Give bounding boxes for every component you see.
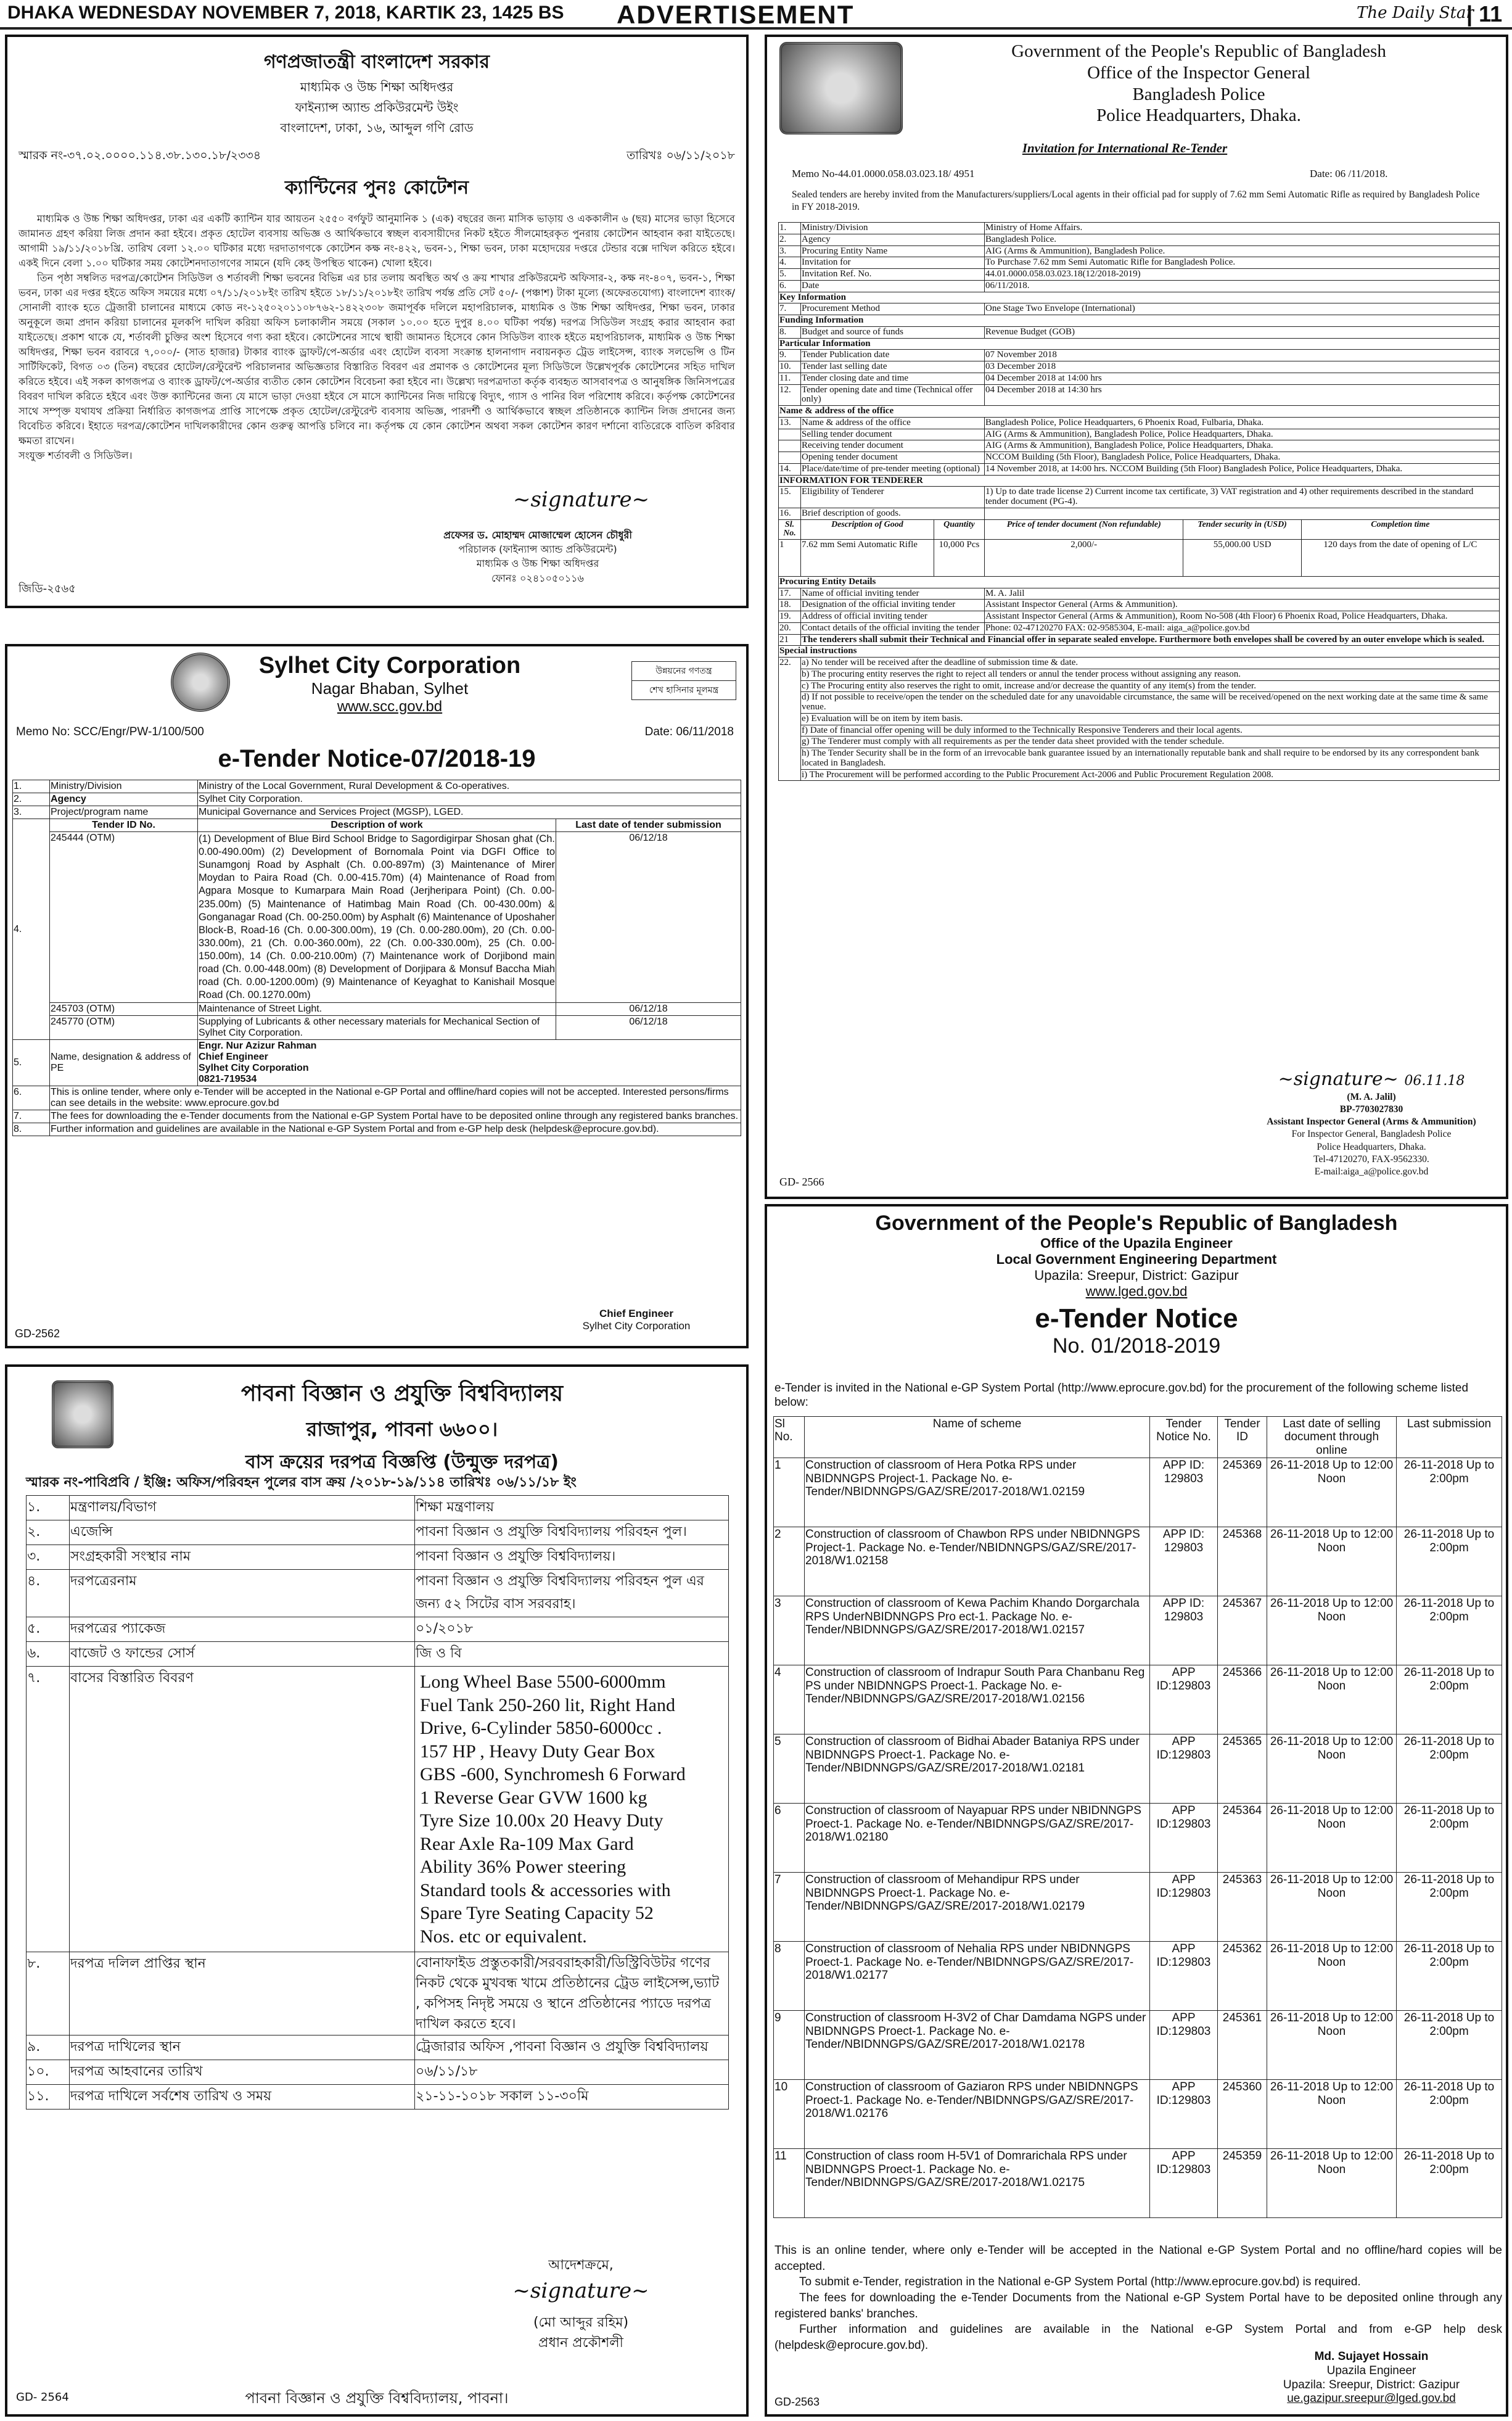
table-header: Sl No. Name of scheme Tender Notice No. Tender ID Last date of selling document through online Last submission (774, 1417, 1502, 1458)
table-row: 245770 (OTM) Supplying of Lubricants & other necessary materials for Mechanical Section of Sylhet City Corporation. 06/12/18 (13, 1016, 741, 1040)
table-row: Funding Information (779, 315, 1500, 327)
ad3-sig-title: প্রধান প্রকৌশলী (538, 2335, 623, 2351)
ad4-invitation: Invitation for International Re-Tender (1022, 141, 1228, 155)
ad1-wing: ফাইন্যান্স অ্যান্ড প্রকিউরমেন্ট উইং (295, 100, 459, 115)
ad1-dept: মাধ্যমিক ও উচ্চ শিক্ষা অধিদপ্তর (300, 80, 454, 94)
ad5-footnote-2: To submit e-Tender, registration in the National e-GP System Portal (http://www.eprocure.gov.bd) is required. (799, 2275, 1361, 2289)
table-row: 14. Place/date/time of pre-tender meeting (optional) 14 November 2018, at 14:00 hrs. NCCOM Building (5th Floor) Bangladesh Police, Police Headquarters, Dhaka. (779, 463, 1500, 475)
ad2-sig-org: Sylhet City Corporation (582, 1320, 691, 1332)
ad5-dept: Local Government Engineering Department (996, 1252, 1277, 1267)
ad-lged-etender (765, 1204, 1508, 2417)
table-header: 4. Tender ID No. Description of work Last date of tender submission (13, 819, 741, 832)
ad-pabna-bus (5, 1364, 749, 2417)
table-row: Key Information (779, 292, 1500, 303)
table-row: 2. Agency Bangladesh Police. (779, 234, 1500, 245)
ad2-sig-title: Chief Engineer (599, 1308, 673, 1319)
ad5-sig-email: ue.gazipur.sreepur@lged.gov.bd (1287, 2392, 1456, 2406)
ad4-hq: Police Headquarters, Dhaka. (1096, 105, 1301, 126)
table-row: 1 7.62 mm Semi Automatic Rifle 10,000 Pcs 2,000/- 55,000.00 USD 120 days from the date of opening of L/C (779, 539, 1500, 576)
instruction-row: e) Evaluation will be on item by item basis. (779, 713, 1500, 725)
ad5-location: Upazila: Sreepur, District: Gazipur (1034, 1268, 1239, 1283)
ad2-slogan-1: উন্নয়নের গণতন্ত্র (632, 662, 736, 681)
ad1-para1: মাধ্যমিক ও উচ্চ শিক্ষা অধিদপ্তর, ঢাকা এর একটি ক্যান্টিন যার আয়তন ২৫৫০ বর্গফুট আনুমানিক ১ (এক) বছরের জন্য মাসিক ভাড়ায় ও এককালীন ৬ (ছয়) মাসের ভাড়া হিসেবে জামানত গ্রহণ করিয়া লিজ প্রদান করা হইবে। প্রকৃত হোটেল ব্যবসায় অভিজ্ঞ ও আর্থিকভাবে স্বচ্ছল ব্যবসায়ীদের নিকট হইতে সীলমোহরকৃত পুনরায় কোটেশন আহবান করা যাইতেছে। আগামী ১৯/১১/২০১৮খ্রি. তারিখ বেলা ১২.০০ ঘটিকার মধ্যে দরদাতাগণকে কোটেশন কক্ষ নং-৪২২, ভবন-১, শিক্ষা ভবন, ঢাকা মহোদয়ের দপ্তরে টেন্ডার বক্সে দাখিল করিতে হইবে। একই দিনে বেলা ১.০০ ঘটিকার সময় কোটেশনদাতাগণের সামনে (যদি কেহ উপস্থিত থাকেন) খোলা হইবে। (18, 213, 735, 269)
ad2-title: Sylhet City Corporation (258, 653, 521, 678)
ad4-sig-name: (M. A. Jalil) (1347, 1092, 1396, 1102)
ad3-title: পাবনা বিজ্ঞান ও প্রযুক্তি বিশ্ববিদ্যালয় (240, 1381, 564, 1406)
table-row: 9. Tender Publication date 07 November 2018 (779, 350, 1500, 361)
ad2-memo: Memo No: SCC/Engr/PW-1/100/500 (16, 725, 204, 738)
ad1-title: ক্যান্টিনের পুনঃ কোটেশন (284, 177, 469, 199)
table-row: ১০. দরপত্র আহবানের তারিখ ০৬/১১/১৮ (27, 2060, 729, 2085)
ad3-gd: GD- 2564 (16, 2391, 69, 2404)
ad1-sig-name: প্রফেসর ড. মোহাম্মদ মোজাম্মেল হোসেন চৌধুরী (443, 529, 632, 541)
table-row: 8. Further information and guidelines are available in the National e-GP System Portal and from e-GP help desk (helpdesk@eprocure.gov.bd). (13, 1123, 741, 1136)
table-row: ৯. দরপত্র দাখিলের স্থান ট্রেজারার অফিস ,পাবনা বিজ্ঞান ও প্রযুক্তি বিশ্ববিদ্যালয় (27, 2035, 729, 2060)
ad4-sig-title: Assistant Inspector General (Arms & Ammunition) (1267, 1116, 1476, 1128)
table-row: Procuring Entity Details (779, 576, 1500, 588)
table-row: 6 Construction of classroom of Nayapuar RPS under NBIDNNGPS Proect-1. Package No. e-Tender/NBIDNNGPS/GAZ/SRE/2017-2018/W1.02180 APP ID:129803 245364 26-11-2018 Up to 12:00 Noon 26-11-2018 Up to 2:00pm (774, 1804, 1502, 1873)
table-row: ৫. দরপত্রের প্যাকেজ ০১/২০১৮ (27, 1617, 729, 1642)
instruction-row: b) The procuring entity reserves the right to reject all tenders or annul the tender process without assigning any reason. (779, 669, 1500, 680)
ad1-date: তারিখঃ ০৬/১১/২০১৮ (627, 149, 735, 162)
ad3-footer: পাবনা বিজ্ঞান ও প্রযুক্তি বিশ্ববিদ্যালয়, পাবনা। (245, 2390, 509, 2407)
ad2-sub: Nagar Bhaban, Sylhet (311, 679, 469, 698)
table-row: 10 Construction of classroom of Gaziaron RPS under NBIDNNGPS Proect-1. Package No. e-Tender/NBIDNNGPS/GAZ/SRE/2017-2018/W1.02176 APP ID:129803 245360 26-11-2018 Up to 12:00 Noon 26-11-2018 Up to 2:00pm (774, 2080, 1502, 2149)
table-row: 12. Tender opening date and time (Technical offer only) 04 December 2018 at 14:30 hrs (779, 384, 1500, 406)
ad2-heading: e-Tender Notice-07/2018-19 (218, 745, 536, 772)
table-row: 15. Eligibility of Tenderer 1) Up to date trade license 2) Current income tax certificate, 3) VAT registration and 4) other requirements described in the standard tender document (PG-4). (779, 487, 1500, 508)
ad2-date: Date: 06/11/2018 (644, 725, 734, 738)
table-row: 11 Construction of class room H-5V1 of Domrarichala RPS under NBIDNNGPS Proect-1. Package No. e-Tender/NBIDNNGPS/GAZ/SRE/2017-2018/W1.02175 APP ID:129803 245359 26-11-2018 Up to 12:00 Noon 26-11-2018 Up to 2:00pm (774, 2149, 1502, 2218)
instruction-row: g) The Tenderer must comply with all requirements as per the tender data sheet provided with the tender schedule. (779, 736, 1500, 748)
ad-sylhet-tender (5, 644, 749, 1348)
ad3-sig-name: (মো আব্দুর রহিম) (533, 2315, 629, 2330)
table-row: 5. Name, designation & address of PE Engr. Nur Azizur Rahman Chief Engineer Sylhet City Corporation 0821-719534 (13, 1040, 741, 1086)
ad1-para2: তিন পৃষ্ঠা সম্বলিত দরপত্র/কোটেশন সিডিউল ও শর্তাবলী শিক্ষা ভবনের বিভিন্ন এর চার তলায় অবস্থিত অর্থ ও ক্রয় শাখার প্রকিউরমেন্ট অফিসার-২, কক্ষ নং-৪০৭, ভবন-১, শিক্ষা ভবন, ঢাকা এর দপ্তর হইতে অফিস সময়ের মধ্যে ০৭/১১/২০১৮ইং তারিখ হইতে ১৮/১১/২০১৮ইং তারিখ পর্যন্ত প্রতি সেট ৫০/- (পঞ্চাশ) টাকা মূল্যে (অফেরতযোগ্য) বাংলাদেশ ব্যাংক/সোনালী ব্যাংক হতে ট্রেজারী চালানের মাধ্যমে কোড নং-১২৫০২০১১০৮৭৬২-১৪২২৩০৮ জমাপূর্বক দলিলে মহাপরিচালক, মাধ্যমিক ও উচ্চ শিক্ষা অধিদপ্তর, শিক্ষা ভবন, ঢাকার অনুকূলে জমা প্রদান করিয়া চালানের মূলকপি দাখিল করিয়া অফিস চলাকালীন সময়ে (সকাল ১০.০০ হতে দুপুর ৪.০০ ঘটিকা পর্যন্ত) দরপত্র সিডিউল সংগ্রহ করার আহবান করা যাইতেছে। প্রকাশ থাকে যে, শর্তাবলী চুক্তির অংশ হিসেবে গণ্য করা হইবে। কোটেশনের সাথে স্থায়ী জামানত হিসেবে কোন সিডিউল ব্যাংক হইতে মহাপরিচালক, মাধ্যমিক ও উচ্চ শিক্ষা অধিদপ্তর, শিক্ষা ভবন বরাবরে ৭,০০০/- (সাত হাজার) টাকার ব্যাংক ড্রাফট/পে-অর্ডার এবং হোটেল ব্যবসা সংক্রান্ত হালনাগাদ নবায়নকৃত ট্রেড লাইসেন্স, ব্যাংক সলভেন্সি ও টিন সার্টিফিকেট, বিগত ০৩ (তিন) বছরের হোটেল/রেস্টুরেন্ট পরিচালনার অভিজ্ঞতার বিস্তারিত বিবরণ এর প্রমাণক ও কোটেশনের মূল্য সিডিউলে উল্লেখপূর্বক কোটেশনের সহিত দাখিল করিতে হইবে। এই সকল কাগজপত্র ও ব্যাংক ড্রাফট/পে-অর্ডার ব্যতীত কোন কোটেশন বিবেচনা করা হইবে না। উল্লেখ্য দরপত্রদাতা কর্তৃক ব্যবহৃত আসবাবপত্র ও আনুষঙ্গিক জিনিসপত্রের বিবরণ দাখিল করিতে হইবে এবং উক্ত ক্যান্টিনের জন্য যে মাসে ভাড়া দেওয়া হইবে সে মাসে ক্যান্টিনের নিজ দায়িত্বে বিদ্যুৎ, গ্যাস ও পানির বিল পরিশোধ করিবে। কর্তৃপক্ষ কোটেশনের সাথে সম্পৃক্ত যথাযথ প্রক্রিয়া নির্ধারিত কাগজপত্র প্রাপ্তি সাপেক্ষে প্রকৃত হোটেল/রেস্টুরেন্ট ব্যবসায় অভিজ্ঞ, পারদর্শী ও আর্থিকভাবে স্বচ্ছল প্রতিষ্ঠানকে ক্যান্টিন লিজ প্রদানের জন্য বিবেচিত করিবে। ইহাতে দরপত্র/কোটেশন দাখিলকারীদের কোন গুরুত্ব আপত্তি চলিবে না। কর্তৃপক্ষ যে কোন কোটেশন অথবা সকল কোটেশন কারণ দর্শানো ব্যতিরেকে বাতিল করিবার ক্ষমতা রাখেন। (18, 271, 735, 447)
ad4-office: Office of the Inspector General (1087, 62, 1310, 83)
instruction-row: f) Date of financial offer opening will be duly informed to the Technically Responsive Tenderers and their local agents. (779, 725, 1500, 736)
table-row: 10. Tender last selling date 03 December 2018 (779, 361, 1500, 373)
table-row: Receiving tender document AIG (Arms & Ammunition), Bangladesh Police, Police Headquarters, Dhaka. (779, 440, 1500, 452)
table-row: 3. Procuring Entity Name AIG (Arms & Ammunition), Bangladesh Police. (779, 245, 1500, 257)
ad5-govt: Government of the People's Republic of Bangladesh (875, 1211, 1398, 1235)
ad3-signature: ~signature~ (512, 2279, 649, 2303)
table-row: 20. Contact details of the official inviting the tender Phone: 02-47120270 FAX: 02-9585304, E-mail: aiga_a@police.gov.bd (779, 622, 1500, 634)
table-row: 11. Tender closing date and time 04 December 2018 at 14:00 hrs (779, 373, 1500, 384)
ad4-memo: Memo No-44.01.0000.058.03.023.18/ 4951 (792, 168, 975, 179)
table-row: 5 Construction of classroom of Bidhai Abader Bataniya RPS under NBIDNNGPS Proect-1. Package No. e-Tender/NBIDNNGPS/GAZ/SRE/2017-2018/W1.02181 APP ID:129803 245365 26-11-2018 Up to 12:00 Noon 26-11-2018 Up to 2:00pm (774, 1734, 1502, 1804)
ad1-govt: গণপ্রজাতন্ত্রী বাংলাদেশ সরকার (264, 51, 490, 73)
table-row: 3 Construction of classroom of Kewa Pachim Khando Dorgarchala RPS UnderNBIDNNGPS Pro ect-1. Package No. e-Tender/NBIDNNGPS/GAZ/SRE/2017-2018/W1.02157 APP ID: 129803 245367 26-11-2018 Up to 12:00 Noon 26-11-2018 Up to 2:00pm (774, 1596, 1502, 1665)
table-row: 1. Ministry/Division Ministry of the Local Government, Rural Development & Co-operatives. (13, 780, 741, 793)
page-number: | 11 (1466, 1, 1503, 27)
ad2-table (12, 780, 741, 1136)
ad2-web: www.scc.gov.bd (337, 698, 443, 715)
ad1-sig-phone: ফোনঃ ০২৪১০৫০১১৬ (491, 572, 584, 584)
table-row: 21 The tenderers shall submit their Technical and Financial offer in separate sealed envelope. Furthermore both envelopes shall be covered by an outer envelope which is sealed. (779, 634, 1500, 646)
table-row: 6. Date 06/11/2018. (779, 280, 1500, 292)
instruction-row: 22. a) No tender will be received after the deadline of submission time & date. (779, 658, 1500, 669)
ad4-date: Date: 06 /11/2018. (1310, 168, 1388, 179)
table-row: INFORMATION FOR TENDERER (779, 475, 1500, 487)
scc-seal-icon (171, 653, 230, 712)
ad5-footnote-3: The fees for downloading the e-Tender Documents from the National e-GP System Portal have to be deposited online through any registered banks' branches. (774, 2291, 1502, 2320)
ad5-gd: GD-2563 (774, 2396, 820, 2408)
table-row: Particular Information (779, 338, 1500, 350)
table-row: 18. Designation of the official inviting tender Assistant Inspector General (Arms & Ammunition). (779, 600, 1500, 611)
ad3-order: আদেশক্রমে, (548, 2258, 614, 2273)
ad5-sig-location: Upazila: Sreepur, District: Gazipur (1283, 2378, 1460, 2391)
ad3-address: রাজাপুর, পাবনা ৬৬০০। (306, 1417, 498, 1441)
ad4-sig-bp: BP-7703027830 (1339, 1104, 1403, 1115)
table-row: 17. Name of official inviting tender M. A. Jalil (779, 588, 1500, 600)
instruction-row: h) The Tender Security shall be in the form of an irrevocable bank guarantee issued by an internationally reputable bank and shall require to be endorsed by its any correspondent bank located in Bangladesh. (779, 748, 1500, 770)
pust-logo-icon (52, 1380, 113, 1448)
ad5-footnote-1: This is an online tender, where only e-Tender will be accepted in the National e-GP System Portal and no offline/hard copies will be accepted. (774, 2244, 1502, 2273)
table-row: 9 Construction of classroom H-3V2 of Char Damdama NGPS under NBIDNNGPS Proect-1. Package No. e-Tender/NBIDNNGPS/GAZ/SRE/2017-2018/W1.02178 APP ID:129803 245361 26-11-2018 Up to 12:00 Noon 26-11-2018 Up to 2:00pm (774, 2011, 1502, 2080)
ad5-table (773, 1416, 1502, 2218)
table-row: 8 Construction of classroom of Nehalia RPS under NBIDNNGPS Proect-1. Package No. e-Tender/NBIDNNGPS/GAZ/SRE/2017-2018/W1.02177 APP ID:129803 245362 26-11-2018 Up to 12:00 Noon 26-11-2018 Up to 2:00pm (774, 1942, 1502, 2011)
bus-spec: Long Wheel Base 5500-6000mm Fuel Tank 250-260 lit, Right Hand Drive, 6-Cylinder 5850-6000cc . 157 HP , Heavy Duty Gear Box GBS -600, Synchromesh 6 Forward 1 Reverse Gear GVW 1600 kg Tyre Size 10.00x 20 Heavy Duty Rear Axle Ra-109 Max Gard Ability 36% Power steering Standard tools & accessories with Spare Tyre Seating Capacity 52 Nos. etc or equivalent. (415, 1667, 729, 1952)
ad5-footnote-4: Further information and guidelines are available in the National e-GP System Portal and from e-GP help desk (helpdesk@eprocure.gov.bd). (774, 2323, 1502, 2352)
table-row: ৩. সংগ্রহকারী সংস্থার নাম পাবনা বিজ্ঞান ও প্রযুক্তি বিশ্ববিদ্যালয়। (27, 1545, 729, 1570)
ad4-sig-for: For Inspector General, Bangladesh Police (1291, 1129, 1452, 1140)
table-row: ৮. দরপত্র দলিল প্রাপ্তির স্থান বোনাফাইড প্রস্তুতকারী/সরবরাহকারী/ডিস্ট্রিবিউটর গণের নিকট থেকে মুখবন্ধ খামে প্রতিষ্ঠানের ট্রেড লাইসেন্স,ভ্যাট , কপিসহ নিদৃষ্ট সময়ে ও স্থানে প্রতিষ্ঠানের প্যাডে দরপত্র দাখিল করতে হবে। (27, 1952, 729, 2035)
table-row: 6. This is online tender, where only e-Tender will be accepted in the National e-GP Portal and offline/hard copies will not be accepted. Interested persons/firms can see details in the website: www.eprocure.gov.bd (13, 1086, 741, 1110)
instruction-row: d) If not possible to receive/open the tender on the scheduled date for any unavoidable circumstance, the same will be received/opened on the next working date at the same time & same venue. (779, 692, 1500, 714)
ad5-intro: e-Tender is invited in the National e-GP System Portal (http://www.eprocure.gov.bd) for the procurement of the following scheme listed below: (774, 1382, 1469, 1409)
table-row: 7. The fees for downloading the e-Tender documents from the National e-GP System Portal have to be deposited online through any registered banks branches. (13, 1110, 741, 1123)
table-row: 2. Agency Sylhet City Corporation. (13, 793, 741, 806)
table-row: 5. Invitation Ref. No. 44.01.0000.058.03.023.18(12/2018-2019) (779, 269, 1500, 281)
table-row: 19. Address of official inviting tender Assistant Inspector General (Arms & Ammunition), Room No-508 (4th Floor) 6 Phoenix Road, Police Headquarters, Dhaka. (779, 611, 1500, 623)
ad5-web: www.lged.gov.bd (1085, 1284, 1188, 1299)
newspaper-logo: The Daily Star (1357, 4, 1474, 22)
table-row: 3. Project/program name Municipal Governance and Services Project (MGSP), LGED. (13, 806, 741, 819)
ad-police-retender (765, 35, 1508, 1199)
ad4-sig-tel: Tel-47120270, FAX-9562330. (1313, 1153, 1429, 1165)
ad5-sig-title: Upazila Engineer (1326, 2364, 1416, 2377)
ad1-memo: স্মারক নং-৩৭.০২.০০০০.১১৪.৩৮.১৩০.১৮/২৩৩৪ (18, 149, 261, 162)
table-row: 245703 (OTM) Maintenance of Street Light. 06/12/18 (13, 1003, 741, 1016)
table-row: Special instructions (779, 646, 1500, 658)
table-row: 4. Invitation for To Purchase 7.62 mm Semi Automatic Rifle for Bangladesh Police. (779, 257, 1500, 269)
ad1-sig-dept: মাধ্যমিক ও উচ্চ শিক্ষা অধিদপ্তর (476, 558, 599, 570)
table-row: 13. Name & address of the office Bangladesh Police, Police Headquarters, 6 Phoenix Road, Fulbaria, Dhaka. (779, 417, 1500, 429)
table-row: ১১. দরপত্র দাখিলে সর্বশেষ তারিখ ও সময় ২১-১১-১০১৮ সকাল ১১-৩০মি (27, 2085, 729, 2110)
table-row: 4 Construction of classroom of Indrapur South Para Chanbanu Reg PS under NBIDNNGPS Proect-1. Package No. e-Tender/NBIDNNGPS/GAZ/SRE/2017-2018/W1.02156 APP ID:129803 245366 26-11-2018 Up to 12:00 Noon 26-11-2018 Up to 2:00pm (774, 1665, 1502, 1734)
ad1-sig-title: পরিচালক (ফাইন্যান্স অ্যান্ড প্রকিউরমেন্ট) (458, 543, 617, 556)
table-row: ৭. বাসের বিস্তারিত বিবরণ Long Wheel Base 5500-6000mm Fuel Tank 250-260 lit, Right Hand Drive, 6-Cylinder 5850-6000cc . 157 HP , Heavy Duty Gear Box GBS -600, Synchromesh 6 Forward 1 Reverse Gear GVW 1600 kg Tyre Size 10.00x 20 Heavy Duty Rear Axle Ra-109 Max Gard Ability 36% Power steering Standard tools & accessories with Spare Tyre Seating Capacity 52 Nos. etc or equivalent. (27, 1667, 729, 1952)
ad4-sig-email: E-mail:aiga_a@police.gov.bd (1314, 1166, 1429, 1177)
table-row: Selling tender document AIG (Arms & Ammunition), Bangladesh Police, Police Headquarters, Dhaka. (779, 429, 1500, 440)
table-row: 7. Procurement Method One Stage Two Envelope (International) (779, 303, 1500, 315)
ad3-memo: স্মারক নং-পাবিপ্রবি / ইঞ্জি: অফিস/পরিবহন পুলের বাস ক্রয় /২০১৮-১৯/১১৪ তারিখঃ ০৬/১১/১৮ ইং (26, 1475, 577, 1490)
page-header (0, 0, 1512, 30)
table-row: 2 Construction of classroom of Chawbon RPS under NBIDNNGPS Project-1. Package No. e-Tender/NBIDNNGPS/GAZ/SRE/2017-2018/W1.02158 APP ID: 129803 245368 26-11-2018 Up to 12:00 Noon 26-11-2018 Up to 2:00pm (774, 1527, 1502, 1596)
table-row: ২. এজেন্সি পাবনা বিজ্ঞান ও প্রযুক্তি বিশ্ববিদ্যালয় পরিবহন পুল। (27, 1520, 729, 1545)
ad4-police: Bangladesh Police (1132, 84, 1265, 104)
ad1-gd: জিডি-২৫৬৫ (18, 582, 76, 595)
table-header: Sl. No. Description of Good Quantity Price of tender document (Non refundable) Tender security in (USD) Completion time (779, 519, 1500, 539)
ad5-office: Office of the Upazila Engineer (1040, 1235, 1233, 1251)
table-row: 1. Ministry/Division Ministry of Home Affairs. (779, 223, 1500, 234)
ad1-signature: ~signature~ (513, 487, 650, 512)
police-emblem-icon (779, 42, 903, 134)
table-row: ১. মন্ত্রণালয়/বিভাগ শিক্ষা মন্ত্রণালয় (27, 1496, 729, 1520)
ad5-sig-name: Md. Sujayet Hossain (1314, 2350, 1429, 2363)
dateline: DHAKA WEDNESDAY NOVEMBER 7, 2018, KARTIK 23, 1425 BS (7, 2, 564, 23)
section-title: ADVERTISEMENT (617, 0, 855, 29)
ad3-notice: বাস ক্রয়ের দরপত্র বিজ্ঞপ্তি (উন্মুক্ত দরপত্র) (245, 1451, 559, 1473)
table-row: 7 Construction of classroom of Mehandipur RPS under NBIDNNGPS Proect-1. Package No. e-Tender/NBIDNNGPS/GAZ/SRE/2017-2018/W1.02179 APP ID:129803 245363 26-11-2018 Up to 12:00 Noon 26-11-2018 Up to 2:00pm (774, 1873, 1502, 1942)
table-row: 8. Budget and source of funds Revenue Budget (GOB) (779, 326, 1500, 338)
ad5-title: e-Tender Notice (1035, 1303, 1238, 1334)
ad4-intro: Sealed tenders are hereby invited from the Manufacturers/suppliers/Local agents in their official pad for supply of 7.62 mm Semi Automatic Rifle as required by Bangladesh Police in FY 2018-2019. (792, 189, 1480, 213)
ad5-no: No. 01/2018-2019 (1052, 1334, 1221, 1358)
table-row: 245444 (OTM) (1) Development of Blue Bird School Bridge to Sagordigirpar Shosan ghat (Ch. 0.00-490.00m) (2) Development of Bornomala Point via DGFI Office to Sunamgonj Road by Asphalt (Ch. 0.00-897m) (3) Maintenance of Mirer Moydan to Paira Road (Ch. 0.00-415.70m) (4) Maintenance of Road from Agpara Mosque to Kumarpara Main Road (Jerjheripara Point) (Ch. 0.00-235.00m) (5) Maintenance of Hatimbag Main Road (Ch. 00-430.00m) & Gonganagar Road (Ch. 00-250.00m) by Asphalt (6) Maintenance of Uposhaher Block-B, Road-16 (Ch. 0.00-300.00m), 19 (Ch. 0.00-280.00m), 20 (Ch. 0.00-330.00m), 21 (Ch. 0.00-360.00m), 22 (Ch. 0.00-330.00m), 25 (Ch. 0.00-150.00m), 14 (Ch. 0.00-210.00m) (7) Maintenance work of Dorjibond main road (Ch. 0.00-448.00m) (8) Development of Dorjipara & Monsuf Baccha Miah road (Ch. 0.00-1200.00m) (9) Maintenance of Keyaghat to Kanishail Mosque Road (Ch. 00.1270.00m) 06/12/18 (13, 832, 741, 1003)
table-row: 16. Brief description of goods. (779, 508, 1500, 519)
ad1-para3: সংযুক্ত শর্তাবলী ও সিডিউল। (18, 449, 133, 461)
ad4-signature: ~signature~ 06.11.18 (1278, 1068, 1465, 1090)
ad4-govt: Government of the People's Republic of Bangladesh (1011, 41, 1386, 61)
table-row: ৬. বাজেট ও ফান্ডের সোর্স জি ও বি (27, 1642, 729, 1667)
ad1-address: বাংলাদেশ, ঢাকা, ১৬, আব্দুল গণি রোড (280, 120, 474, 135)
ad4-sig-hq: Police Headquarters, Dhaka. (1317, 1141, 1426, 1152)
ad4-gd: GD- 2566 (779, 1176, 824, 1188)
ad2-gd: GD-2562 (15, 1327, 60, 1340)
instruction-row: i) The Procurement will be performed according to the Public Procurement Act-2006 and Public Procurement Regulation 2008. (779, 769, 1500, 781)
table-row: 1 Construction of classroom of Hera Potka RPS under NBIDNNGPS Project-1. Package No. e-Tender/NBIDNNGPS/GAZ/SRE/2017-2018/W1.02159 APP ID: 129803 245369 26-11-2018 Up to 12:00 Noon 26-11-2018 Up to 2:00pm (774, 1458, 1502, 1527)
ad-canteen-quotation (5, 35, 749, 608)
ad2-slogan-2: শেখ হাসিনার মূলমন্ত্র (649, 685, 719, 695)
table-row: ৪. দরপত্রেরনাম পাবনা বিজ্ঞান ও প্রযুক্তি বিশ্ববিদ্যালয় পরিবহন পুল এর জন্য ৫২ সিটের বাস সরবরাহ। (27, 1570, 729, 1617)
ad3-table (26, 1495, 729, 2110)
table-row: Opening tender document NCCOM Building (5th Floor), Bangladesh Police, Police Headquarters, Dhaka. (779, 452, 1500, 464)
ad4-table (778, 222, 1500, 781)
instruction-row: c) The Procuring entity also reserves the right to omit, increase and/or decrease the quantity of any item(s) from the tender. (779, 680, 1500, 692)
table-row: Name & address of the office (779, 406, 1500, 418)
